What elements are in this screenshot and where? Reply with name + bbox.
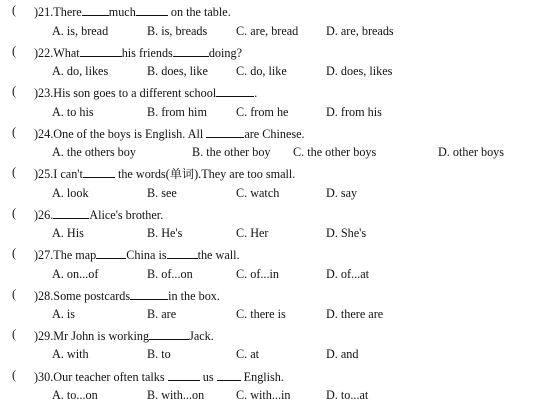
options-row-25 (0, 187, 537, 204)
stem-text: his friends (121, 46, 173, 60)
stem-text: Alice's brother. (89, 208, 164, 222)
options-row-29 (0, 348, 537, 365)
option-a: A. with (52, 347, 89, 361)
answer-blank (136, 4, 168, 16)
answer-blank (216, 85, 254, 97)
answer-bracket: ( (12, 246, 17, 260)
answer-blank (149, 328, 189, 340)
option-b: B. the other boy (192, 145, 271, 159)
option-b: B. from him (147, 105, 207, 119)
option-b: B. does, like (147, 64, 208, 78)
answer-bracket: ( (12, 125, 17, 139)
answer-blank (80, 45, 122, 57)
option-d: D. say (326, 186, 358, 200)
options-row-28 (0, 308, 537, 325)
question-stem-25 (0, 166, 537, 183)
option-b: B. see (147, 186, 177, 200)
stem-text: )22.What (34, 46, 80, 60)
options-row-26 (0, 227, 537, 244)
options-row-22 (0, 65, 537, 82)
option-c: C. do, like (236, 64, 287, 78)
stem-text: doing? (208, 46, 242, 60)
option-d: D. to...at (326, 388, 369, 402)
stem-text: )28.Some postcards (34, 289, 131, 303)
option-b: B. is, breads (147, 24, 208, 38)
answer-bracket: ( (12, 84, 17, 98)
option-d: D. of...at (326, 267, 369, 281)
stem-text: are Chinese. (244, 127, 305, 141)
answer-blank (53, 207, 89, 219)
option-c: C. the other boys (293, 145, 377, 159)
options-row-21 (0, 25, 537, 42)
stem-text: )27.The map (34, 248, 97, 262)
options-row-23 (0, 106, 537, 123)
options-row-24 (0, 146, 537, 163)
option-a: A. is, bread (52, 24, 109, 38)
answer-bracket: ( (12, 44, 17, 58)
option-a: A. is (52, 307, 76, 321)
answer-blank (168, 369, 200, 381)
option-c: C. are, bread (236, 24, 299, 38)
option-c: C. of...in (236, 267, 279, 281)
stem-text: on the table. (170, 5, 231, 19)
answer-blank (96, 247, 126, 259)
stem-text: )25.I can't (34, 167, 83, 181)
option-b: B. to (147, 347, 171, 361)
question-stem-24 (0, 126, 537, 143)
stem-text: China is (126, 248, 167, 262)
question-stem-28 (0, 288, 537, 305)
answer-bracket: ( (12, 206, 17, 220)
answer-blank (173, 45, 209, 57)
stem-text: )29.Mr John is working (34, 329, 150, 343)
options-row-27 (0, 268, 537, 285)
option-c: C. Her (236, 226, 269, 240)
option-c: C. watch (236, 186, 280, 200)
option-c: C. at (236, 347, 260, 361)
answer-blank (82, 4, 109, 16)
answer-blank (217, 369, 241, 381)
option-a: A. do, likes (52, 64, 109, 78)
answer-bracket: ( (12, 165, 17, 179)
options-row-30 (0, 389, 537, 406)
stem-text: the words(单词).They are too small. (117, 167, 296, 181)
option-b: B. are (147, 307, 177, 321)
question-stem-30 (0, 369, 537, 386)
option-d: D. there are (326, 307, 384, 321)
answer-bracket: ( (12, 3, 17, 17)
question-stem-21 (0, 4, 537, 21)
stem-text: . (254, 86, 258, 100)
stem-text: English. (243, 370, 284, 384)
stem-text: much (108, 5, 136, 19)
option-a: A. look (52, 186, 89, 200)
answer-blank (130, 288, 168, 300)
option-c: C. from he (236, 105, 289, 119)
answer-bracket: ( (12, 287, 17, 301)
question-stem-22 (0, 45, 537, 62)
stem-text: )21.There (34, 5, 82, 19)
answer-blank (206, 126, 244, 138)
option-b: B. with...on (147, 388, 205, 402)
answer-blank (167, 247, 198, 259)
option-a: A. to his (52, 105, 94, 119)
question-stem-27 (0, 247, 537, 264)
option-a: A. the others boy (52, 145, 136, 159)
stem-text: )26. (34, 208, 54, 222)
stem-text: the wall. (197, 248, 240, 262)
option-d: D. does, likes (326, 64, 393, 78)
stem-text: in the box. (168, 289, 220, 303)
stem-text: Jack. (189, 329, 214, 343)
option-d: D. She's (326, 226, 367, 240)
stem-text: )30.Our teacher often talks (34, 370, 165, 384)
question-stem-23 (0, 85, 537, 102)
option-c: C. there is (236, 307, 286, 321)
question-stem-29 (0, 328, 537, 345)
question-stem-26 (0, 207, 537, 224)
option-d: D. and (326, 347, 359, 361)
option-b: B. of...on (147, 267, 193, 281)
stem-text: )24.One of the boys is English. All (34, 127, 204, 141)
answer-bracket: ( (12, 368, 17, 382)
stem-text: us (202, 370, 214, 384)
option-d: D. are, breads (326, 24, 394, 38)
option-c: C. with...in (236, 388, 291, 402)
option-b: B. He's (147, 226, 183, 240)
stem-text: )23.His son goes to a different school (34, 86, 217, 100)
option-a: A. on...of (52, 267, 99, 281)
answer-blank (83, 166, 115, 178)
answer-bracket: ( (12, 327, 17, 341)
option-d: D. other boys (438, 145, 505, 159)
option-a: A. His (52, 226, 84, 240)
option-d: D. from his (326, 105, 382, 119)
option-a: A. to...on (52, 388, 98, 402)
